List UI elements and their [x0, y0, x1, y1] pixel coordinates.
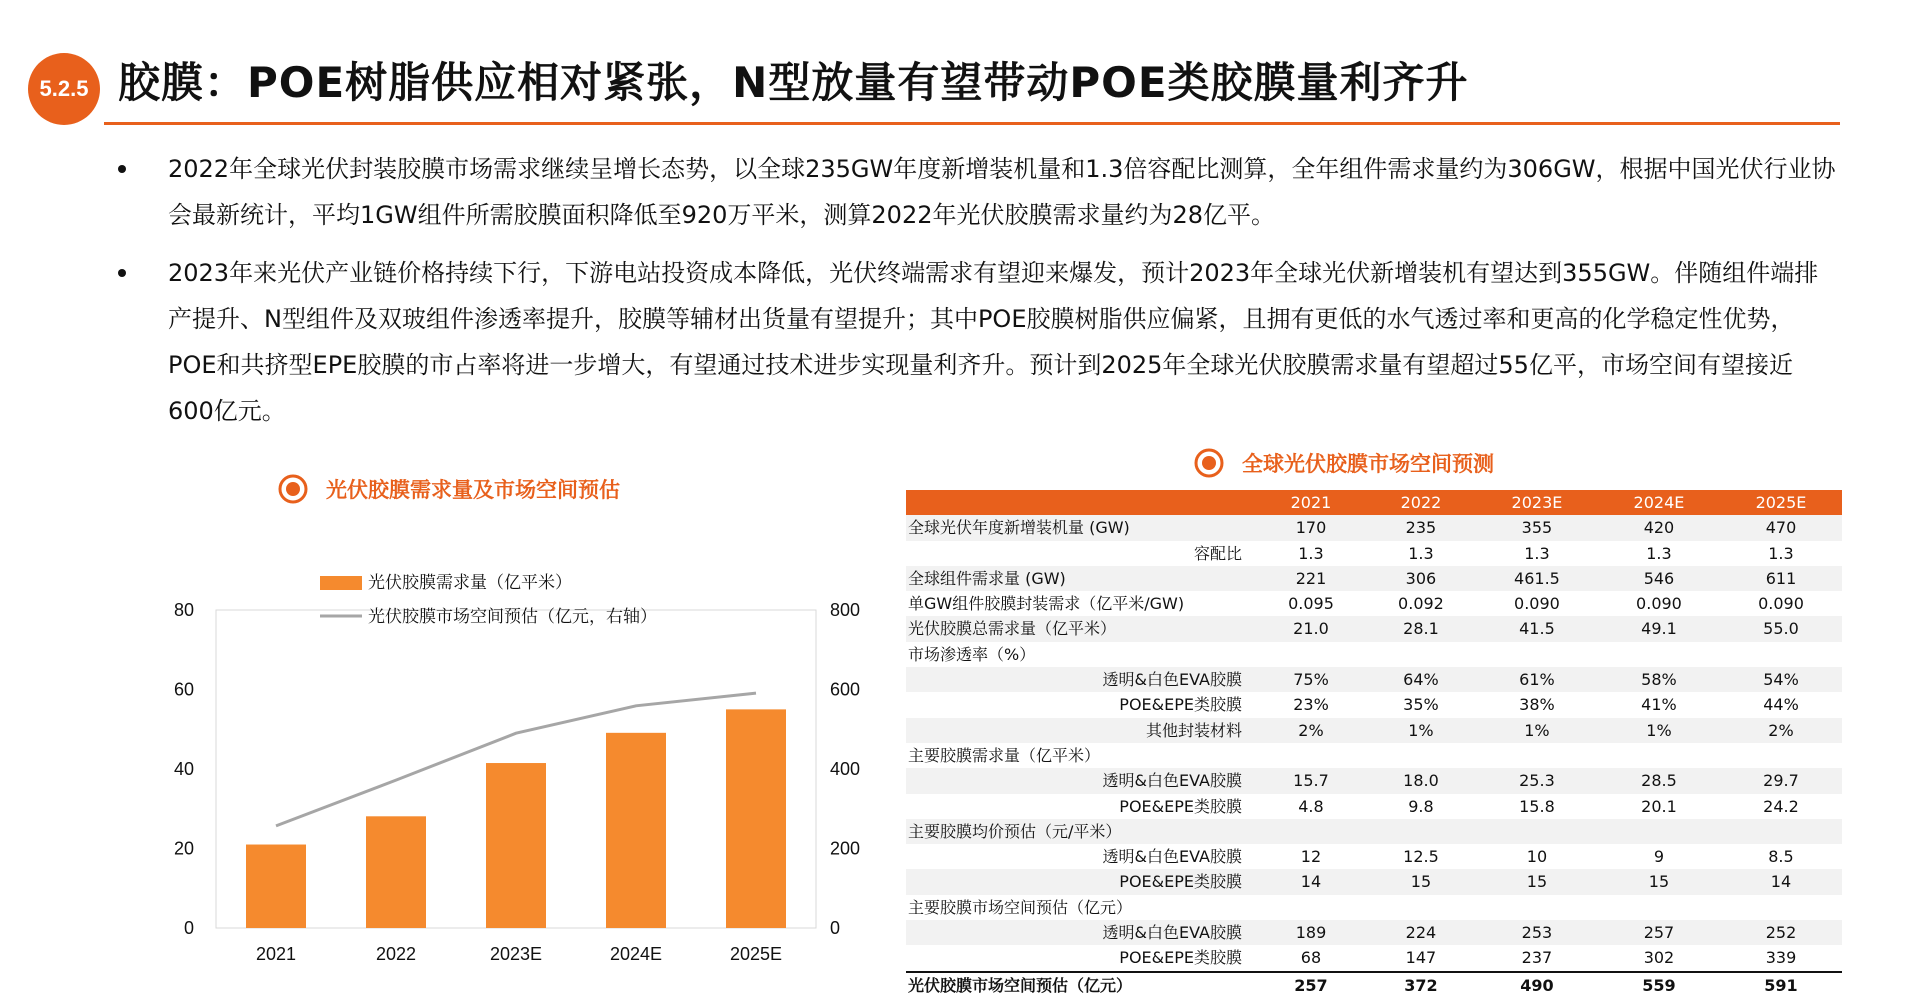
- table-cell: 0.090: [1514, 594, 1560, 614]
- table-cell: 1.3: [1524, 543, 1550, 563]
- table-cell: [1598, 895, 1720, 920]
- y-left-tick-label: 20: [173, 838, 194, 859]
- bar-demand: [726, 709, 786, 928]
- table-cell: 224: [1366, 920, 1476, 945]
- table-body: [906, 515, 1842, 998]
- table-row-label: POE&EPE类胶膜: [1119, 948, 1242, 968]
- table-cell: 546: [1598, 566, 1720, 591]
- table-cell: 302: [1643, 948, 1675, 968]
- table-cell: 61%: [1476, 667, 1598, 692]
- table-cell: 490: [1476, 972, 1598, 998]
- table-cell: 237: [1521, 948, 1553, 968]
- table-row-label: 其他封装材料: [906, 718, 1256, 743]
- table-cell: 15: [1366, 869, 1476, 894]
- table-cell: 41.5: [1476, 616, 1598, 641]
- table-cell: [1476, 743, 1598, 768]
- table-cell: 2%: [1256, 718, 1366, 743]
- y-right-tick-label: 0: [830, 918, 841, 938]
- bullet-item: [118, 250, 1838, 434]
- table-row: [906, 794, 1842, 819]
- table-row-label: 光伏胶膜市场空间预估（亿元）: [906, 972, 1256, 998]
- table-row-label: 光伏胶膜总需求量（亿平米）: [906, 616, 1256, 641]
- table-cell: 591: [1720, 972, 1842, 998]
- table-cell: 54%: [1720, 667, 1842, 692]
- bullet-text: 2022年全球光伏封装胶膜市场需求继续呈增长态势，以全球235GW年度新增装机量和1.3倍容配比测算，全年组件需求量约为306GW，根据中国光伏行业协会最新统计，平均1GW组件所需胶膜面积降低至920万平米，测算2022年光伏胶膜需求量约为28亿平。: [168, 155, 1836, 229]
- table-row: [906, 515, 1842, 540]
- table-cell: 339: [1765, 948, 1797, 968]
- table-cell: 9.8: [1408, 796, 1434, 816]
- y-right-tick-label: 200: [830, 838, 861, 859]
- table-cell: [1598, 642, 1720, 667]
- table-cell: 147: [1405, 948, 1437, 968]
- table-cell: 1%: [1476, 718, 1598, 743]
- x-tick-label: 2023E: [489, 944, 543, 964]
- legend-bar-swatch: [320, 576, 362, 590]
- table-cell: 221: [1256, 566, 1366, 591]
- table-row: [906, 616, 1842, 641]
- chart-section-heading: [278, 474, 620, 504]
- table-row: [906, 667, 1842, 692]
- table-column-header: [906, 490, 1256, 515]
- title-divider: [104, 122, 1840, 125]
- table-cell: 0.095: [1288, 594, 1334, 614]
- table-column-header: 2022: [1366, 490, 1476, 515]
- table-cell: [1720, 642, 1842, 667]
- table-cell: 559: [1598, 972, 1720, 998]
- table-cell: 44%: [1763, 695, 1799, 715]
- table-row: [906, 768, 1842, 793]
- table-cell: 14: [1256, 869, 1366, 894]
- table-cell: 41%: [1641, 695, 1677, 715]
- table-cell: [1256, 895, 1366, 920]
- table-cell: 18.0: [1366, 768, 1476, 793]
- table-cell: 170: [1256, 515, 1366, 540]
- bar-demand: [486, 763, 546, 928]
- table-row: [906, 920, 1842, 945]
- table-cell: 21.0: [1256, 616, 1366, 641]
- table-cell: [1366, 642, 1476, 667]
- table-cell: [1598, 819, 1720, 844]
- table-cell: 28.5: [1598, 768, 1720, 793]
- table-cell: 0.090: [1636, 594, 1682, 614]
- table-cell: 35%: [1403, 695, 1439, 715]
- y-left-tick-label: 60: [173, 679, 194, 700]
- table-cell: 252: [1720, 920, 1842, 945]
- table-cell: [1598, 743, 1720, 768]
- table-cell: 9: [1653, 847, 1665, 867]
- table-cell: [1366, 819, 1476, 844]
- x-tick-label: 2022: [375, 944, 417, 964]
- table-cell: 1.3: [1646, 543, 1672, 563]
- section-number-badge: 5.2.5: [28, 53, 100, 125]
- table-row-label: 主要胶膜均价预估（元/平米）: [906, 819, 1256, 844]
- table-row: [906, 895, 1842, 920]
- y-right-tick-label: 600: [830, 679, 861, 700]
- table-row: [906, 869, 1842, 894]
- table-cell: [1476, 819, 1598, 844]
- table-cell: 1.3: [1298, 543, 1324, 563]
- table-cell: 68: [1300, 948, 1322, 968]
- bullet-dot-icon: [118, 269, 126, 277]
- table-cell: 15: [1598, 869, 1720, 894]
- table-row-label: 透明&白色EVA胶膜: [1102, 847, 1242, 867]
- table-cell: 420: [1598, 515, 1720, 540]
- table-cell: 23%: [1293, 695, 1329, 715]
- demand-market-chart: [140, 560, 880, 980]
- table-cell: 64%: [1366, 667, 1476, 692]
- table-row: [906, 972, 1842, 998]
- target-icon: [278, 474, 308, 504]
- bar-demand: [246, 845, 306, 928]
- legend-line-label: 光伏胶膜市场空间预估（亿元，右轴）: [368, 607, 657, 627]
- y-left-tick-label: 40: [173, 759, 194, 779]
- table-row-label: POE&EPE类胶膜: [1119, 695, 1242, 715]
- target-icon: [1194, 448, 1224, 478]
- table-row-label: 单GW组件胶膜封装需求（亿平米/GW): [908, 594, 1185, 614]
- y-right-tick-label: 800: [830, 600, 861, 620]
- x-tick-label: 2024E: [609, 944, 663, 964]
- table-cell: 235: [1366, 515, 1476, 540]
- table-row: [906, 945, 1842, 971]
- table-cell: 28.1: [1366, 616, 1476, 641]
- table-column-header: 2023E: [1476, 490, 1598, 515]
- page-title: 胶膜：POE树脂供应相对紧张，N型放量有望带动POE类胶膜量利齐升: [118, 58, 1469, 107]
- table-cell: 0.090: [1758, 594, 1804, 614]
- table-row: [906, 692, 1842, 717]
- table-row-label: 市场渗透率（%）: [908, 644, 1036, 664]
- table-cell: 0.092: [1398, 594, 1444, 614]
- table-cell: 372: [1366, 972, 1476, 998]
- table-header: [906, 490, 1842, 515]
- table-cell: 470: [1720, 515, 1842, 540]
- table-cell: 189: [1256, 920, 1366, 945]
- table-row-label: POE&EPE类胶膜: [906, 869, 1256, 894]
- table-cell: [1366, 743, 1476, 768]
- table-header-row: [906, 490, 1842, 515]
- table-row: [906, 819, 1842, 844]
- table-section-heading: [1194, 448, 1494, 478]
- table-cell: [1720, 819, 1842, 844]
- table-cell: 14: [1720, 869, 1842, 894]
- table-cell: 10: [1526, 847, 1548, 867]
- table-row: [906, 718, 1842, 743]
- table-cell: 257: [1256, 972, 1366, 998]
- table-row-label: 透明&白色EVA胶膜: [906, 920, 1256, 945]
- table-row-label: 主要胶膜市场空间预估（亿元）: [908, 897, 1133, 917]
- table-cell: 29.7: [1720, 768, 1842, 793]
- market-forecast-table: [906, 490, 1842, 998]
- table-cell: [1366, 895, 1476, 920]
- table-row: [906, 642, 1842, 667]
- table-cell: 2%: [1720, 718, 1842, 743]
- chart-section-title: 光伏胶膜需求量及市场空间预估: [326, 478, 620, 502]
- table-row: [906, 566, 1842, 591]
- table-row: [906, 743, 1842, 768]
- table-cell: [1256, 743, 1366, 768]
- table-cell: [1256, 642, 1366, 667]
- bar-demand: [366, 816, 426, 928]
- table-cell: [1720, 743, 1842, 768]
- table-cell: 38%: [1519, 695, 1555, 715]
- table-cell: [1476, 895, 1598, 920]
- y-left-tick-label: 0: [183, 918, 194, 938]
- bullet-item: [118, 146, 1838, 238]
- table-row: [906, 541, 1842, 566]
- table-cell: 461.5: [1476, 566, 1598, 591]
- table-cell: 12.5: [1403, 847, 1439, 867]
- table-row-label: POE&EPE类胶膜: [1119, 796, 1242, 816]
- table-cell: 611: [1720, 566, 1842, 591]
- table-cell: 1%: [1598, 718, 1720, 743]
- table-row-label: 主要胶膜需求量（亿平米）: [908, 745, 1101, 765]
- table-cell: 25.3: [1476, 768, 1598, 793]
- table-cell: 4.8: [1298, 796, 1324, 816]
- table-section-title: 全球光伏胶膜市场空间预测: [1242, 452, 1494, 476]
- table-cell: 257: [1598, 920, 1720, 945]
- bar-demand: [606, 733, 666, 928]
- table-cell: [1720, 895, 1842, 920]
- bullet-text: 2023年来光伏产业链价格持续下行，下游电站投资成本降低，光伏终端需求有望迎来爆发，预计2023年全球光伏新增装机有望达到355GW。伴随组件端排产提升、N型组件及双玻组件渗透率提升，胶膜等辅材出货量有望提升；其中POE胶膜树脂供应偏紧，且拥有更低的水气透过率和更高的化学稳定性优势，POE和共挤型EPE胶膜的市占率将进一步增大，有望通过技术进步实现量利齐升。预计到2025年全球光伏胶膜需求量有望超过55亿平，市场空间有望接近600亿元。: [168, 259, 1819, 425]
- table-cell: 58%: [1598, 667, 1720, 692]
- legend-bar-label: 光伏胶膜需求量（亿平米）: [368, 573, 572, 593]
- table-cell: 1%: [1366, 718, 1476, 743]
- x-tick-label: 2021: [255, 944, 297, 964]
- table-row-label: 透明&白色EVA胶膜: [906, 768, 1256, 793]
- table-cell: 20.1: [1641, 796, 1677, 816]
- table-cell: 1.3: [1408, 543, 1434, 563]
- table-row-label: 全球光伏年度新增装机量 (GW): [906, 515, 1256, 540]
- table-cell: 15.8: [1519, 796, 1555, 816]
- y-left-tick-label: 80: [173, 600, 194, 620]
- bullet-list: [118, 146, 1838, 446]
- table-cell: [1256, 819, 1366, 844]
- table-cell: 15: [1476, 869, 1598, 894]
- table-cell: 24.2: [1763, 796, 1799, 816]
- table-row-label: 透明&白色EVA胶膜: [906, 667, 1256, 692]
- table-cell: 253: [1476, 920, 1598, 945]
- table-row: [906, 844, 1842, 869]
- table-row-label: 容配比: [1193, 543, 1242, 563]
- table-cell: 75%: [1256, 667, 1366, 692]
- table-cell: [1476, 642, 1598, 667]
- table-cell: 12: [1300, 847, 1322, 867]
- table-row-label: 全球组件需求量 (GW): [906, 566, 1256, 591]
- table-cell: 55.0: [1720, 616, 1842, 641]
- table-cell: 1.3: [1768, 543, 1794, 563]
- table-row: [906, 591, 1842, 616]
- y-right-tick-label: 400: [830, 759, 861, 779]
- table-column-header: 2025E: [1720, 490, 1842, 515]
- table-cell: 49.1: [1598, 616, 1720, 641]
- table-cell: 306: [1366, 566, 1476, 591]
- table-cell: 15.7: [1256, 768, 1366, 793]
- table-cell: 355: [1476, 515, 1598, 540]
- table-column-header: 2021: [1256, 490, 1366, 515]
- table-cell: 8.5: [1768, 847, 1794, 867]
- table-column-header: 2024E: [1598, 490, 1720, 515]
- x-tick-label: 2025E: [729, 944, 783, 964]
- bullet-dot-icon: [118, 165, 126, 173]
